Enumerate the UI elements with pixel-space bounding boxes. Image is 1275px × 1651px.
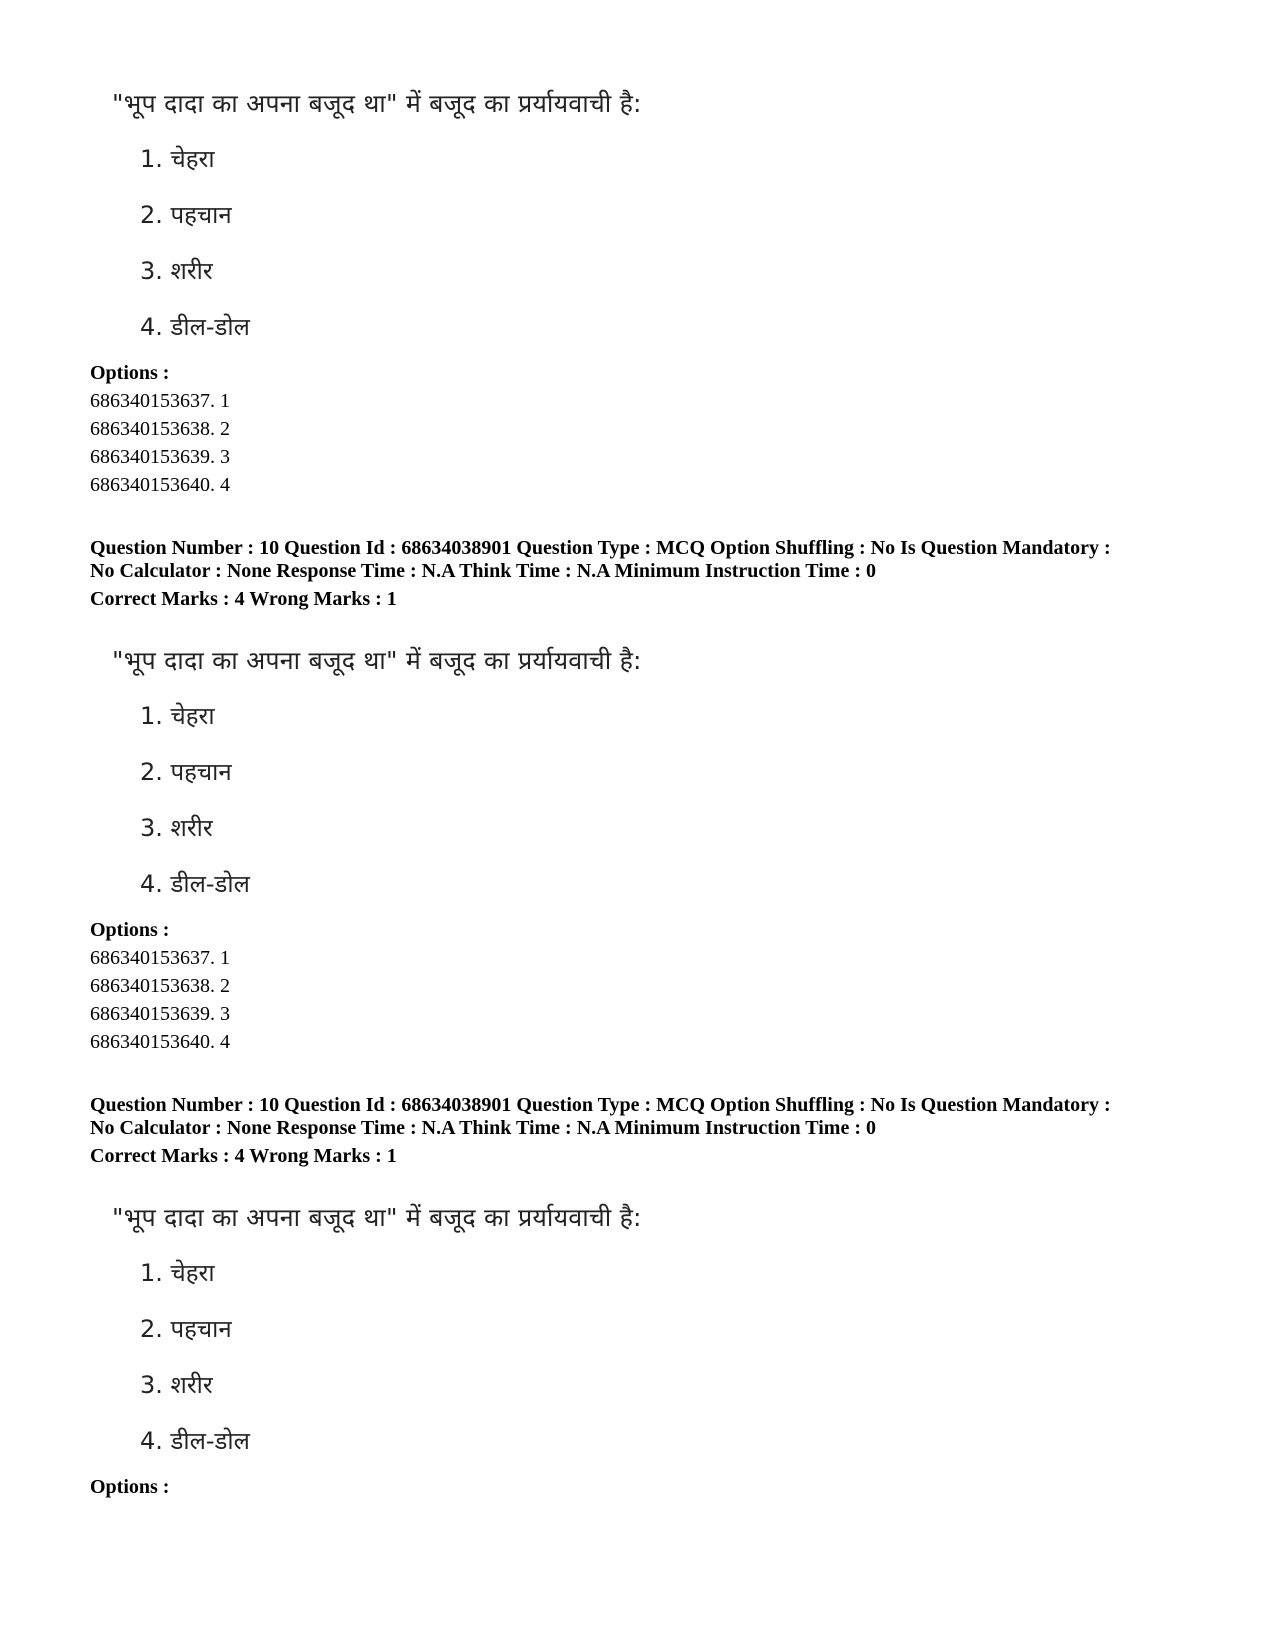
choice-1: 1. चेहरा <box>140 145 215 173</box>
choice-1: 1. चेहरा <box>140 1259 215 1287</box>
choice-2: 2. पहचान <box>140 1315 232 1343</box>
choice-4: 4. डील-डोल <box>140 870 250 898</box>
question-stem: "भूप दादा का अपना बजूद था" में बजूद का प्रर्यायवाची है: <box>112 646 642 675</box>
choice-4: 4. डील-डोल <box>140 1427 250 1455</box>
choice-2: 2. पहचान <box>140 758 232 786</box>
option-row: 686340153638. 2 <box>90 418 230 440</box>
question-header-line1: Question Number : 10 Question Id : 68634038901 Question Type : MCQ Option Shuffling : No Is Question Mandatory : <box>90 1094 1111 1116</box>
option-row: 686340153639. 3 <box>90 1003 230 1025</box>
option-row: 686340153640. 4 <box>90 1031 230 1053</box>
option-row: 686340153638. 2 <box>90 975 230 997</box>
choice-4: 4. डील-डोल <box>140 313 250 341</box>
choice-1: 1. चेहरा <box>140 702 215 730</box>
choice-3: 3. शरीर <box>140 1371 213 1399</box>
option-row: 686340153639. 3 <box>90 446 230 468</box>
question-header-line1: Question Number : 10 Question Id : 68634038901 Question Type : MCQ Option Shuffling : No Is Question Mandatory : <box>90 537 1111 559</box>
question-stem: "भूप दादा का अपना बजूद था" में बजूद का प्रर्यायवाची है: <box>112 89 642 118</box>
choice-3: 3. शरीर <box>140 814 213 842</box>
marks-line: Correct Marks : 4 Wrong Marks : 1 <box>90 588 397 610</box>
option-row: 686340153637. 1 <box>90 390 230 412</box>
question-header-line2: No Calculator : None Response Time : N.A Think Time : N.A Minimum Instruction Time : 0 <box>90 560 876 582</box>
choice-2: 2. पहचान <box>140 201 232 229</box>
options-label: Options : <box>90 362 170 384</box>
question-header-line2: No Calculator : None Response Time : N.A Think Time : N.A Minimum Instruction Time : 0 <box>90 1117 876 1139</box>
option-row: 686340153640. 4 <box>90 474 230 496</box>
options-label: Options : <box>90 919 170 941</box>
marks-line: Correct Marks : 4 Wrong Marks : 1 <box>90 1145 397 1167</box>
options-label: Options : <box>90 1476 170 1498</box>
option-row: 686340153637. 1 <box>90 947 230 969</box>
choice-3: 3. शरीर <box>140 257 213 285</box>
question-stem: "भूप दादा का अपना बजूद था" में बजूद का प्रर्यायवाची है: <box>112 1203 642 1232</box>
